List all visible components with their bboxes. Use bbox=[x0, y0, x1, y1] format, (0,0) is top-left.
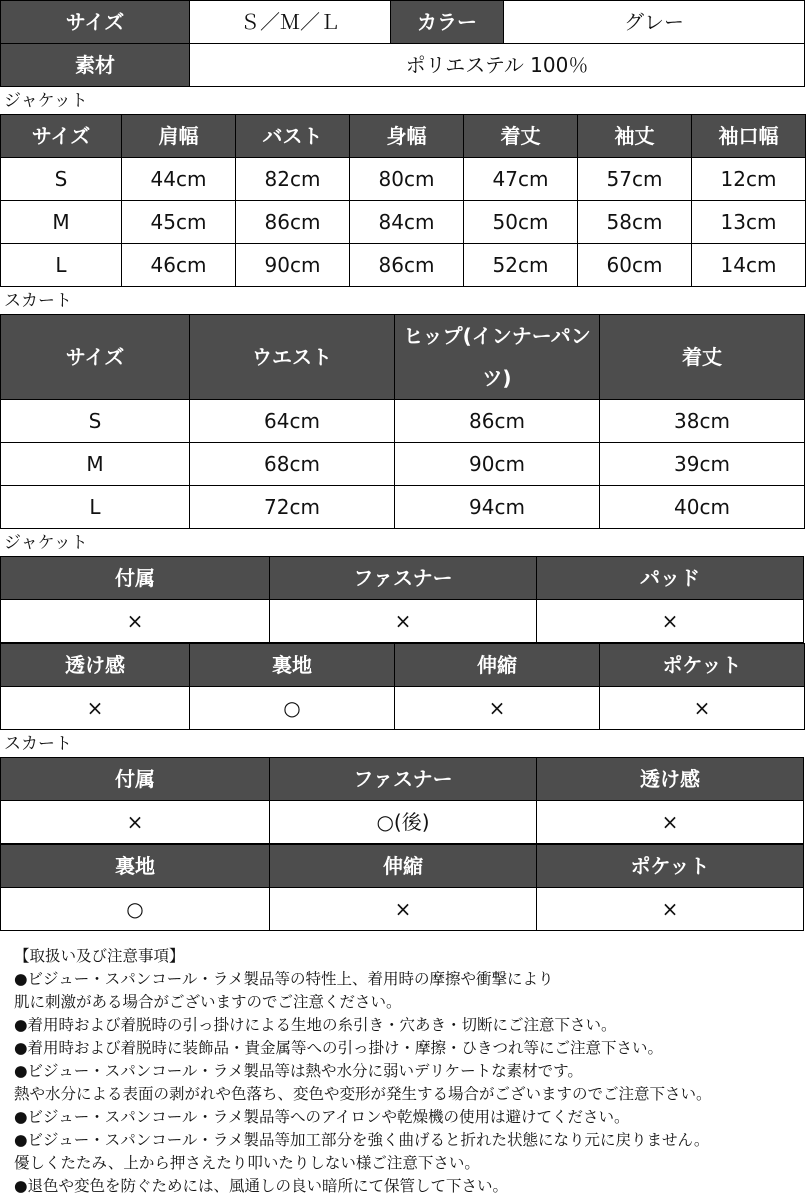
cell: L bbox=[1, 244, 122, 287]
cell: 82cm bbox=[236, 158, 350, 201]
jacket-size-label: ジャケット bbox=[4, 91, 88, 111]
cell: ○ bbox=[1, 888, 270, 931]
table-header-row bbox=[1, 758, 804, 801]
table-header-row bbox=[1, 557, 804, 600]
cell: 50cm bbox=[464, 201, 578, 244]
cell: × bbox=[537, 888, 804, 931]
cell: M bbox=[1, 201, 122, 244]
col-header: ウエスト bbox=[190, 315, 395, 400]
table-header-row bbox=[1, 644, 805, 687]
care-note-line: ●ビジュー・スパンコール・ラメ製品等の特性上、着用時の摩擦や衝撃により bbox=[14, 970, 554, 988]
jacket-size-table-wrap bbox=[0, 114, 800, 287]
table-header-row bbox=[1, 845, 804, 888]
skirt-attr-table bbox=[0, 757, 804, 844]
col-header: ポケット bbox=[600, 644, 805, 687]
table-row bbox=[1, 1, 805, 44]
cell: × bbox=[537, 600, 804, 643]
col-header: 透け感 bbox=[537, 758, 804, 801]
spec-size-value: Ｓ／Ｍ／Ｌ bbox=[190, 1, 391, 44]
cell: 57cm bbox=[578, 158, 692, 201]
jacket-attr-table-wrap bbox=[0, 556, 800, 730]
col-header: 伸縮 bbox=[270, 845, 537, 888]
col-header: 付属 bbox=[1, 758, 270, 801]
table-row bbox=[1, 600, 804, 643]
col-header: 身幅 bbox=[350, 115, 464, 158]
spec-color-header: カラー bbox=[391, 1, 504, 44]
col-header: 着丈 bbox=[600, 315, 805, 400]
col-header: ファスナー bbox=[270, 557, 537, 600]
jacket-size-table bbox=[0, 114, 806, 287]
skirt-attr-table-2 bbox=[0, 844, 804, 931]
col-header: ポケット bbox=[537, 845, 804, 888]
col-header: 付属 bbox=[1, 557, 270, 600]
cell: 94cm bbox=[395, 486, 600, 529]
col-header: ヒップ(インナーパンツ) bbox=[395, 315, 600, 400]
care-note-line: ●ビジュー・スパンコール・ラメ製品等へのアイロンや乾燥機の使用は避けてください。 bbox=[14, 1108, 630, 1126]
spec-size-header: サイズ bbox=[1, 1, 190, 44]
cell: 39cm bbox=[600, 443, 805, 486]
care-note-line: 優しくたたみ、上から押さえたり叩いたりしない様ご注意下さい。 bbox=[14, 1154, 480, 1172]
cell: 45cm bbox=[122, 201, 236, 244]
care-notes bbox=[0, 931, 800, 1198]
cell: 90cm bbox=[236, 244, 350, 287]
cell: × bbox=[1, 600, 270, 643]
cell: 13cm bbox=[692, 201, 806, 244]
table-row bbox=[1, 201, 806, 244]
cell: 46cm bbox=[122, 244, 236, 287]
table-row bbox=[1, 400, 805, 443]
cell: 60cm bbox=[578, 244, 692, 287]
table-header-row bbox=[1, 115, 806, 158]
col-header: 裏地 bbox=[190, 644, 395, 687]
care-note-line: ●着用時および着脱時に装飾品・貴金属等への引っ掛け・摩擦・ひきつれ等にご注意下さい。 bbox=[14, 1039, 664, 1057]
cell: × bbox=[600, 687, 805, 730]
cell: 86cm bbox=[236, 201, 350, 244]
cell: × bbox=[1, 801, 270, 844]
col-header: 裏地 bbox=[1, 845, 270, 888]
jacket-attr-table-2 bbox=[0, 643, 805, 730]
col-header: 伸縮 bbox=[395, 644, 600, 687]
care-note-line: ●ビジュー・スパンコール・ラメ製品等は熱や水分に弱いデリケートな素材です。 bbox=[14, 1062, 583, 1080]
cell: 38cm bbox=[600, 400, 805, 443]
col-header: 袖丈 bbox=[578, 115, 692, 158]
cell: × bbox=[537, 801, 804, 844]
care-note-line: ●退色や変色を防ぐためには、風通しの良い暗所にて保管して下さい。 bbox=[14, 1177, 509, 1195]
col-header: バスト bbox=[236, 115, 350, 158]
jacket-attr-table bbox=[0, 556, 804, 643]
skirt-attr-table-wrap bbox=[0, 757, 800, 931]
care-note-line: ●ビジュー・スパンコール・ラメ製品等加工部分を強く曲げると折れた状態になり元に戻りません。 bbox=[14, 1131, 710, 1149]
cell: 86cm bbox=[395, 400, 600, 443]
cell: 90cm bbox=[395, 443, 600, 486]
col-header: パッド bbox=[537, 557, 804, 600]
cell: 12cm bbox=[692, 158, 806, 201]
spec-material-value: ポリエステル 100％ bbox=[190, 44, 805, 87]
col-header: 肩幅 bbox=[122, 115, 236, 158]
skirt-size-table bbox=[0, 314, 805, 529]
cell: 58cm bbox=[578, 201, 692, 244]
table-header-row bbox=[1, 315, 805, 400]
cell: × bbox=[270, 600, 537, 643]
col-header: ファスナー bbox=[270, 758, 537, 801]
cell: 84cm bbox=[350, 201, 464, 244]
spec-top-table-wrap bbox=[0, 0, 800, 87]
col-header: サイズ bbox=[1, 315, 190, 400]
cell: L bbox=[1, 486, 190, 529]
cell: 72cm bbox=[190, 486, 395, 529]
cell: × bbox=[270, 888, 537, 931]
cell: 44cm bbox=[122, 158, 236, 201]
table-row bbox=[1, 244, 806, 287]
cell: S bbox=[1, 400, 190, 443]
cell: ○ bbox=[190, 687, 395, 730]
cell: S bbox=[1, 158, 122, 201]
table-row bbox=[1, 888, 804, 931]
cell: 68cm bbox=[190, 443, 395, 486]
cell: 64cm bbox=[190, 400, 395, 443]
col-header: 透け感 bbox=[1, 644, 190, 687]
jacket-attr-label: ジャケット bbox=[4, 533, 88, 553]
table-row bbox=[1, 687, 805, 730]
spec-material-header: 素材 bbox=[1, 44, 190, 87]
cell: × bbox=[1, 687, 190, 730]
spec-top-table bbox=[0, 0, 805, 87]
skirt-attr-label: スカート bbox=[4, 734, 72, 754]
cell: ○(後) bbox=[270, 801, 537, 844]
skirt-size-table-wrap bbox=[0, 314, 800, 529]
care-note-line: 熱や水分による表面の剥がれや色落ち、変色や変形が発生する場合がございますのでご注意下さい。 bbox=[14, 1085, 712, 1103]
cell: M bbox=[1, 443, 190, 486]
skirt-size-label: スカート bbox=[4, 291, 72, 311]
table-row bbox=[1, 44, 805, 87]
care-notes-title: 【取扱い及び注意事項】 bbox=[14, 947, 185, 965]
cell: 52cm bbox=[464, 244, 578, 287]
spec-color-value: グレー bbox=[504, 1, 805, 44]
table-row bbox=[1, 443, 805, 486]
cell: 14cm bbox=[692, 244, 806, 287]
care-note-line: ●着用時および着脱時の引っ掛けによる生地の糸引き・穴あき・切断にご注意下さい。 bbox=[14, 1016, 617, 1034]
col-header: サイズ bbox=[1, 115, 122, 158]
col-header: 着丈 bbox=[464, 115, 578, 158]
col-header: 袖口幅 bbox=[692, 115, 806, 158]
cell: 86cm bbox=[350, 244, 464, 287]
cell: 40cm bbox=[600, 486, 805, 529]
cell: 47cm bbox=[464, 158, 578, 201]
table-row bbox=[1, 486, 805, 529]
table-row bbox=[1, 801, 804, 844]
cell: 80cm bbox=[350, 158, 464, 201]
cell: × bbox=[395, 687, 600, 730]
table-row bbox=[1, 158, 806, 201]
care-note-line: 肌に刺激がある場合がございますのでご注意ください。 bbox=[14, 993, 402, 1011]
